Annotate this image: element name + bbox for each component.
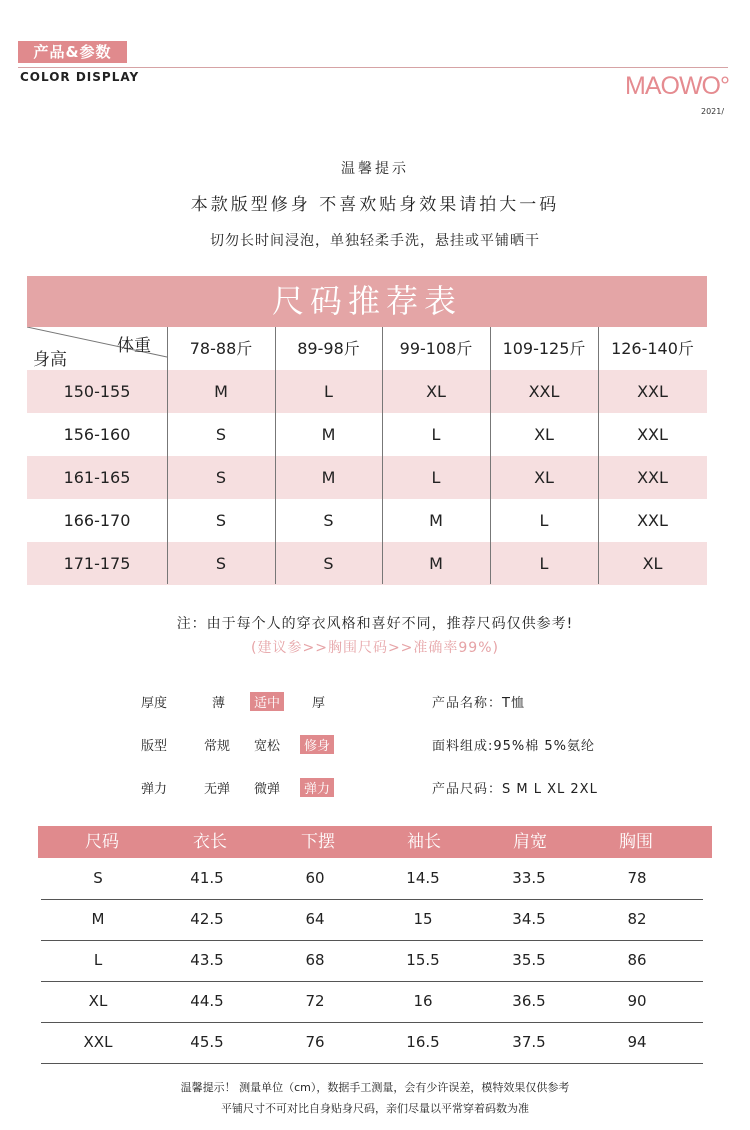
size-table-row: [41, 981, 703, 1023]
height-range: 171-175: [63, 554, 131, 573]
size-cell: S: [93, 869, 103, 887]
size-cell: 68: [305, 951, 325, 969]
tips-wash: 切勿长时间浸泡，单独轻柔手洗，悬挂或平铺晒干: [210, 233, 540, 249]
size-cell: M: [429, 511, 443, 530]
size-header-cell: 袖长: [407, 832, 441, 852]
thickness-label: 厚度: [141, 696, 168, 711]
height-range: 161-165: [63, 468, 131, 487]
size-cell: XL: [534, 468, 554, 487]
size-cell: S: [215, 425, 227, 444]
size-cell: S: [323, 511, 334, 530]
fit-option-selected: 修身: [300, 735, 334, 754]
recommend-note-sub: (建议参>>胸围尺码>>准确率99%): [251, 640, 499, 656]
weight-header: 89-98斤: [297, 339, 360, 358]
size-header-cell: 肩宽: [513, 832, 547, 852]
footer-note-1: 温馨提示！ 测量单位（cm），数据手工测量，会有少许误差，模特效果仅供参考: [180, 1081, 570, 1094]
thickness-option-selected: 适中: [250, 692, 284, 711]
size-cell: XXL: [637, 425, 668, 444]
tips-title: 温馨提示: [341, 161, 409, 177]
size-cell: 90: [627, 992, 647, 1010]
stretch-label: 弹力: [141, 782, 168, 797]
size-cell: L: [431, 425, 441, 444]
column-divider: [167, 327, 168, 584]
column-divider: [382, 327, 383, 584]
size-cell: L: [539, 554, 549, 573]
fit-label: 版型: [141, 739, 168, 754]
size-cell: XXL: [637, 511, 668, 530]
thickness-option: 厚: [312, 696, 326, 711]
tips-main: 本款版型修身 不喜欢贴身效果请拍大一码: [190, 195, 560, 215]
brand-year: 2021/: [701, 107, 725, 116]
corner-weight-label: 体重: [117, 336, 151, 356]
size-cell: 72: [305, 992, 325, 1010]
size-cell: 34.5: [512, 910, 546, 928]
size-cell: XXL: [528, 382, 560, 401]
size-header-cell: 胸围: [619, 832, 653, 852]
footer-note-2: 平铺尺寸不可对比自身贴身尺码，亲们尽量以平常穿着码数为准: [221, 1102, 529, 1115]
recommend-row: [27, 456, 707, 499]
size-table-row: [41, 858, 703, 900]
product-fabric: 面料组成:95%棉 5%氨纶: [432, 739, 596, 754]
size-cell: XXL: [83, 1033, 113, 1051]
height-range: 156-160: [63, 425, 131, 444]
stretch-option: 微弹: [254, 782, 281, 797]
size-cell: M: [91, 910, 105, 928]
recommend-title: 尺码推荐表: [27, 276, 707, 327]
stretch-option-selected: 弹力: [300, 778, 334, 797]
size-cell: 42.5: [190, 910, 224, 928]
product-sizes: 产品尺码：S M L XL 2XL: [432, 782, 598, 797]
size-table-row: [41, 1022, 703, 1064]
size-cell: M: [214, 382, 228, 401]
size-cell: L: [93, 951, 103, 969]
weight-header: 99-108斤: [399, 339, 473, 358]
height-range: 150-155: [63, 382, 131, 401]
recommend-row: [27, 542, 707, 585]
size-cell: 16: [413, 992, 433, 1010]
recommend-row: [27, 413, 707, 456]
size-cell: 14.5: [406, 869, 440, 887]
size-header-cell: 下摆: [301, 832, 335, 852]
size-cell: 86: [627, 951, 647, 969]
size-cell: 33.5: [512, 869, 546, 887]
size-cell: 60: [305, 869, 325, 887]
size-table-row: [41, 899, 703, 941]
size-cell: XL: [642, 554, 663, 573]
thickness-option: 薄: [212, 696, 226, 711]
size-cell: L: [431, 468, 441, 487]
size-cell: M: [321, 468, 336, 487]
size-cell: S: [323, 554, 334, 573]
size-cell: 36.5: [512, 992, 546, 1010]
size-cell: 44.5: [190, 992, 224, 1010]
size-header-cell: 尺码: [85, 832, 119, 852]
size-cell: 45.5: [190, 1033, 224, 1051]
size-cell: L: [539, 511, 549, 530]
fit-option: 宽松: [254, 739, 281, 754]
column-divider: [275, 327, 276, 584]
size-cell: XL: [426, 382, 446, 401]
stretch-option: 无弹: [204, 782, 231, 797]
size-cell: XL: [534, 425, 554, 444]
size-header-cell: 衣长: [193, 832, 227, 852]
size-cell: 15.5: [406, 951, 440, 969]
size-cell: 16.5: [406, 1033, 440, 1051]
size-cell: 64: [305, 910, 325, 928]
size-cell: 78: [627, 869, 647, 887]
size-table-row: [41, 940, 703, 982]
size-cell: S: [215, 554, 227, 573]
size-cell: M: [429, 554, 443, 573]
recommend-header-row: [27, 327, 707, 370]
size-cell: XXL: [637, 382, 668, 401]
size-cell: 35.5: [512, 951, 546, 969]
size-cell: XXL: [637, 468, 668, 487]
recommend-note: 注：由于每个人的穿衣风格和喜好不同，推荐尺码仅供参考!: [176, 616, 574, 632]
size-cell: 15: [413, 910, 433, 928]
brand-logo: MAOWO°: [625, 72, 729, 100]
size-cell: L: [324, 382, 333, 401]
corner-height-label: 身高: [33, 350, 67, 370]
size-table-header: [38, 826, 712, 858]
size-cell: S: [215, 511, 227, 530]
recommend-row: [27, 370, 707, 413]
size-cell: XL: [88, 992, 108, 1010]
header-divider: [18, 67, 728, 68]
size-cell: 43.5: [190, 951, 224, 969]
section-subtitle: COLOR DISPLAY: [20, 70, 140, 84]
section-badge: 产品&参数: [18, 41, 127, 63]
recommend-row: [27, 499, 707, 542]
size-cell: S: [215, 468, 227, 487]
size-cell: 82: [627, 910, 647, 928]
size-cell: M: [321, 425, 336, 444]
weight-header: 78-88斤: [189, 339, 253, 358]
column-divider: [598, 327, 599, 584]
size-cell: 94: [627, 1033, 647, 1051]
weight-header: 109-125斤: [502, 339, 586, 358]
height-range: 166-170: [63, 511, 131, 530]
size-cell: 41.5: [190, 869, 224, 887]
size-cell: 37.5: [512, 1033, 546, 1051]
column-divider: [490, 327, 491, 584]
product-name: 产品名称：T恤: [432, 696, 525, 711]
fit-option: 常规: [204, 739, 231, 754]
weight-header: 126-140斤: [611, 339, 694, 358]
size-cell: 76: [305, 1033, 325, 1051]
